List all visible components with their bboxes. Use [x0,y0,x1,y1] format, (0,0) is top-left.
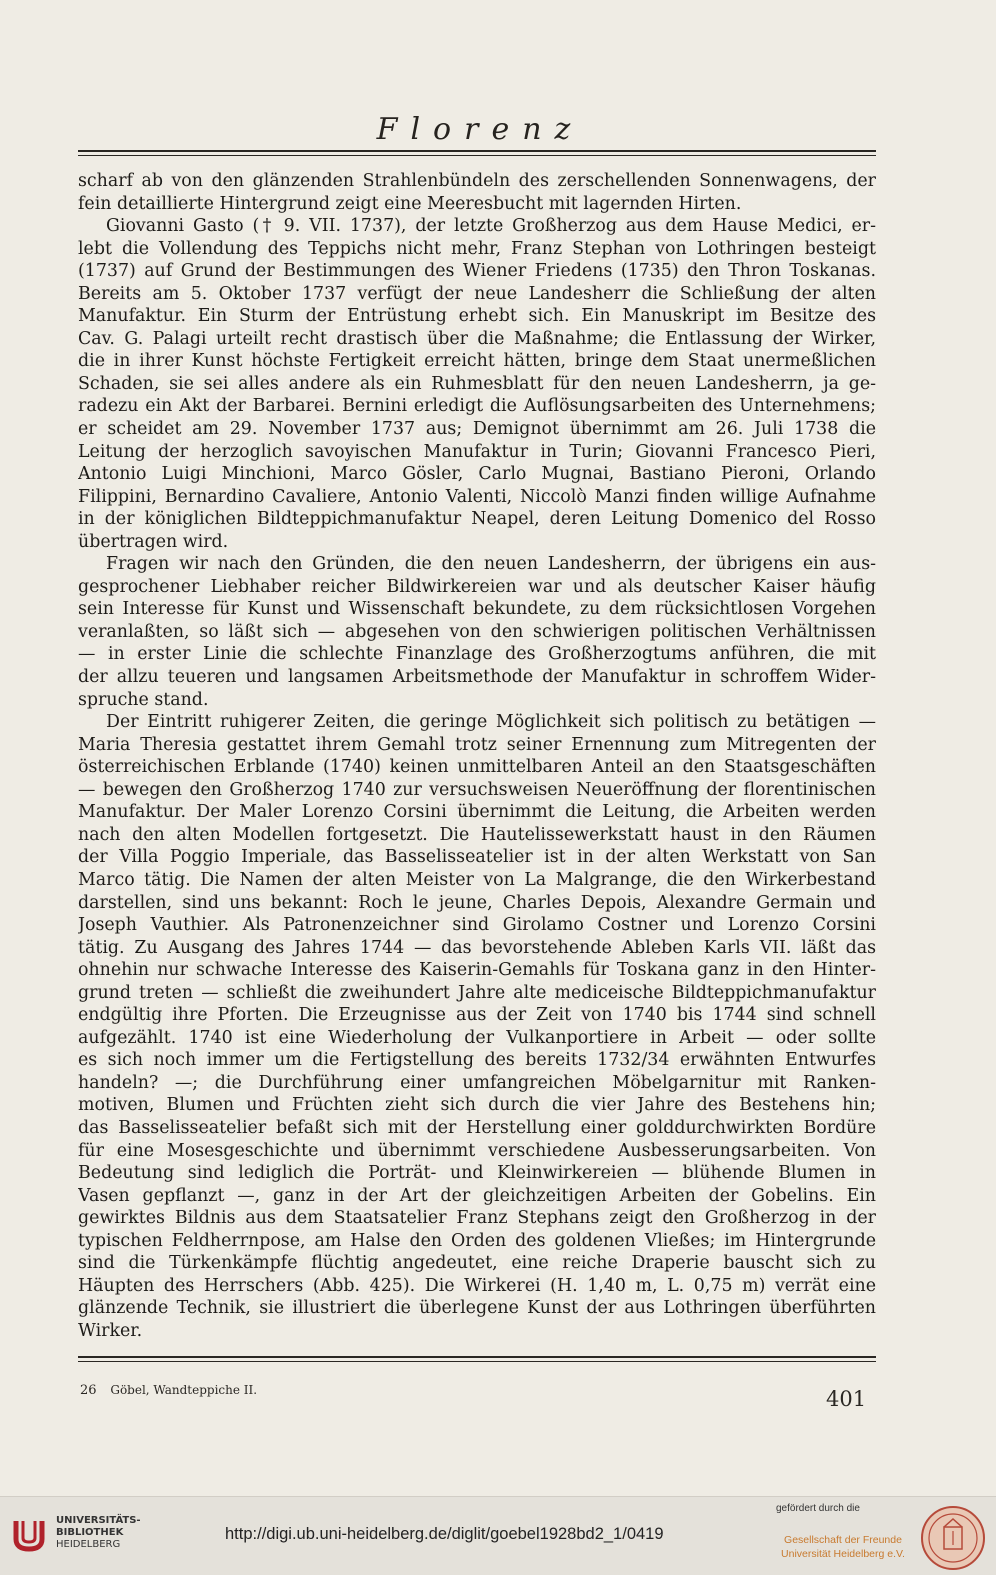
header-rule-thick [78,150,876,152]
text-line: Der Eintritt ruhigerer Zeiten, die geringe Möglichkeit sich politisch zu betätigen — [106,712,876,733]
text-line: sein Interesse für Kunst und Wissenschaft bekundete, zu dem rücksichtlosen Vorgehen [78,599,876,620]
text-line: spruche stand. [78,689,209,710]
running-header-title: Florenz [376,112,584,147]
text-line: Häupten des Herrschers (Abb. 425). Die Wirkerei (H. 1,40 m, L. 0,75 m) verrät eine [78,1275,876,1296]
text-line: der allzu teueren und langsamen Arbeitsmethode der Manufaktur in schroffem Wider- [78,667,876,688]
sponsor-label: gefördert durch die [776,1503,860,1514]
footer-rule-thick [78,1356,876,1358]
printer-signature [80,1383,257,1398]
header-rule-thin [78,155,876,156]
text-line: Cav. G. Palagi urteilt recht drastisch über die Maßnahme; die Entlassung der Wirker, [78,328,876,349]
sponsor-name [778,1533,908,1561]
text-line: österreichischen Erblande (1740) keinen unmittelbaren Anteil an den Staatsgeschäften [78,757,876,778]
library-logo-icon [12,1515,46,1555]
paragraph [78,215,876,553]
text-line: Leitung der herzoglich savoyischen Manufaktur in Turin; Giovanni Francesco Pieri, [78,441,876,462]
text-line: scharf ab von den glänzenden Strahlenbündeln des zerschellenden Sonnenwagens, der [78,171,876,191]
library-name-line: BIBLIOTHEK [56,1527,124,1538]
text-line: motiven, Blumen und Früchten zieht sich durch die vier Jahre des Bestehens hin; [78,1095,876,1116]
text-line: veranlaßten, so läßt sich — abgesehen von den schwierigen politischen Verhältnissen [78,621,876,642]
text-line: gewirktes Bildnis aus dem Staatsatelier Franz Stephans zeigt den Großherzog in der [78,1208,876,1229]
text-line: handeln? —; die Durchführung einer umfangreichen Möbelgarnitur mit Ranken- [78,1072,876,1093]
library-name-line: UNIVERSITÄTS- [56,1515,141,1526]
text-line: Vasen gepflanzt —, ganz in der Art der gleichzeitigen Arbeiten der Gobelins. Ein [78,1185,876,1206]
text-line: ohnehin nur schwache Interesse des Kaiserin-Gemahls für Toskana ganz in den Hinter- [78,960,876,981]
text-line: für eine Mosesgeschichte und übernimmt verschiedene Ausbesserungsarbeiten. Von [78,1140,876,1161]
text-line: er scheidet am 29. November 1737 aus; Demignot übernimmt am 26. Juli 1738 die [78,419,876,440]
text-line: das Basselisseatelier befaßt sich mit der Herstellung einer golddurchwirkten Bordüre [78,1117,876,1138]
text-line: lebt die Vollendung des Teppichs nicht mehr, Franz Stephan von Lothringen besteigt [78,238,876,259]
university-seal-icon [920,1505,986,1571]
paragraph [78,711,876,1342]
text-line: nach den alten Modellen fortgesetzt. Die Hautelissewerkstatt haust in den Räumen [78,824,876,845]
text-line: Bereits am 5. Oktober 1737 verfügt der neue Landesherr die Schließung der alten [78,283,876,304]
signature-number: 26 [80,1383,97,1398]
text-line: Schaden, sie sei alles andere als ein Ruhmesblatt für den neuen Landesherrn, ja ge- [78,373,876,394]
permalink-url[interactable]: http://digi.ub.uni-heidelberg.de/diglit/goebel1928bd2_1/0419 [225,1525,664,1543]
text-line: Marco tätig. Die Namen der alten Meister von La Malgrange, die den Wirkerbestand [78,869,876,890]
text-line: in der königlichen Bildteppichmanufaktur Neapel, deren Leitung Domenico del Rosso [78,509,876,530]
text-line: grund treten — schließt die zweihundert Jahre alte mediceische Bildteppichmanufaktur [78,982,876,1003]
text-line: fein detaillierte Hintergrund zeigt eine Meeresbucht mit lagernden Hirten. [78,193,742,214]
text-line: radezu ein Akt der Barbarei. Bernini erledigt die Auflösungsarbeiten des Unternehmens; [78,396,876,417]
text-line: aufgezählt. 1740 ist eine Wiederholung der Vulkanportiere in Arbeit — oder sollte [78,1027,876,1048]
text-line: Giovanni Gasto († 9. VII. 1737), der letzte Großherzog aus dem Hause Medici, er- [106,216,876,237]
text-line: Manufaktur. Der Maler Lorenzo Corsini übernimmt die Leitung, die Arbeiten werden [78,802,876,823]
body-text [78,170,876,1342]
footer-rule-thin [78,1361,876,1362]
sponsor-name-line: Universität Heidelberg e.V. [781,1548,905,1560]
library-name [56,1515,141,1551]
text-line: sind die Türkenkämpfe flüchtig angedeutet, eine reiche Draperie bauscht sich zu [78,1253,876,1274]
text-line: endgültig ihre Pforten. Die Erzeugnisse aus der Zeit von 1740 bis 1744 sind schnell [78,1005,876,1026]
library-name-line: HEIDELBERG [56,1539,121,1550]
viewer-footer-bar [0,1496,996,1575]
text-line: tätig. Zu Ausgang des Jahres 1744 — das bevorstehende Ableben Karls VII. läßt das [78,937,876,958]
text-line: darstellen, sind uns bekannt: Roch le jeune, Charles Depois, Alexandre Germain und [78,892,876,913]
text-line: (1737) auf Grund der Bestimmungen des Wiener Friedens (1735) den Thron Toskanas. [78,261,876,282]
text-line: Antonio Luigi Minchioni, Marco Gösler, Carlo Mugnai, Bastiano Pieroni, Orlando [78,464,876,485]
text-line: Manufaktur. Ein Sturm der Entrüstung erhebt sich. Ein Manuskript im Besitze des [78,306,876,327]
page-number: 401 [826,1387,867,1411]
text-line: es sich noch immer um die Fertigstellung des bereits 1732/34 erwähnten Entwurfes [78,1050,876,1071]
text-line: übertragen wird. [78,531,229,552]
text-line: typischen Feldherrnpose, am Halse den Orden des goldenen Vließes; im Hintergrunde [78,1230,876,1251]
text-line: Joseph Vauthier. Als Patronenzeichner sind Girolamo Costner und Lorenzo Corsini [78,915,876,936]
paragraph [78,170,876,215]
text-line: Bedeutung sind lediglich die Porträt- und Kleinwirkereien — blühende Blumen in [78,1163,876,1184]
sponsor-name-line: Gesellschaft der Freunde [784,1534,902,1546]
text-line: Fragen wir nach den Gründen, die den neuen Landesherrn, der übrigens ein aus- [106,554,876,575]
text-line: gesprochener Liebhaber reicher Bildwirkereien war und als deutscher Kaiser häufig [78,576,876,597]
text-line: der Villa Poggio Imperiale, das Basselisseatelier ist in der alten Werkstatt von San [78,847,876,868]
paragraph [78,553,876,711]
text-line: Wirker. [78,1320,143,1341]
text-line: die in ihrer Kunst höchste Fertigkeit erreicht hätten, bringe dem Staat unermeßlichen [78,351,876,372]
text-line: — in erster Linie die schlechte Finanzlage des Großherzogtums anführen, die mit [78,644,876,665]
text-line: Filippini, Bernardino Cavaliere, Antonio Valenti, Niccolò Manzi finden willige Aufnahme [78,486,876,507]
text-line: glänzende Technik, sie illustriert die überlegene Kunst der aus Lothringen überführten [78,1298,876,1319]
text-line: — bewegen den Großherzog 1740 zur versuchsweisen Neueröffnung der florentinischen [78,779,876,800]
text-line: Maria Theresia gestattet ihrem Gemahl trotz seiner Ernennung zum Mitregenten der [78,734,876,755]
signature-text: Göbel, Wandteppiche II. [110,1383,258,1397]
